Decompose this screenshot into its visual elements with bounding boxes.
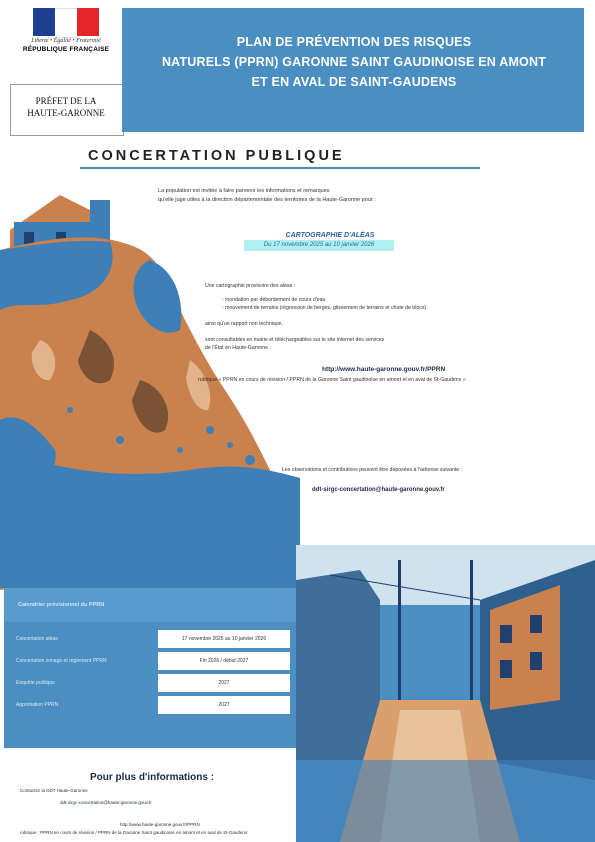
body-bullet-2: - mouvement de terrains (régression de berges, glissement de terrains et chute de blocs) xyxy=(222,305,427,311)
title-line-3: ET EN AVAL DE SAINT-GAUDENS xyxy=(251,75,457,89)
calendar-row-label: Concertation aléas xyxy=(16,636,58,642)
more-info-heading: Pour plus d'informations : xyxy=(90,772,215,783)
cartographie-title: CARTOGRAPHIE D'ALÉAS xyxy=(285,232,375,239)
footer-url[interactable]: http://www.haute-garonne.gouv.fr/PPRN xyxy=(120,822,200,827)
calendar-row-value: Fin 2026 / début 2027 xyxy=(158,652,290,670)
left-building xyxy=(296,570,380,760)
document-title xyxy=(132,32,576,92)
cartographie-dates-highlight xyxy=(244,240,394,251)
calendar-row-value: 17 novembre 2025 au 10 janvier 2026 xyxy=(158,630,290,648)
republic-motto: Liberté • Égalité • Fraternité xyxy=(31,38,101,44)
contact-intro: Les observations et contributions peuvent être déposées à l'adresse suivante : xyxy=(282,467,463,473)
calendar-row-label: Approbation PPRN xyxy=(16,702,59,708)
section-heading: CONCERTATION PUBLIQUE xyxy=(88,148,345,164)
title-line-1: PLAN DE PRÉVENTION DES RISQUES xyxy=(236,35,472,49)
body-rubrique: rubrique « PPRN en cours de révision / PPRN de la Garonne Saint gaudinoise en amont et en aval de St-Gaudens » xyxy=(198,377,466,383)
calendar-row-label: Enquête publique xyxy=(16,680,55,686)
intro-line-2: qu'elle juge utiles à la direction départementale des territoires de la Haute-Garonne pour : xyxy=(158,197,376,203)
footer-rubrique: rubrique : PPRN en cours de révision / PPRN de la Garonne Saint gaudinoise en amont et en aval de St-Gaudens xyxy=(20,830,248,835)
body-p1: Une cartographie provisoire des aléas : xyxy=(205,283,296,289)
pprn-link[interactable]: http://www.haute-garonne.gouv.fr/PPRN xyxy=(322,366,446,373)
section-rule xyxy=(80,167,480,169)
republic-label: RÉPUBLIQUE FRANÇAISE xyxy=(22,46,110,53)
intro-text xyxy=(158,187,488,205)
calendar-row-value: 2027 xyxy=(158,674,290,692)
body-p2: ainsi qu'un rapport non technique, xyxy=(205,321,283,327)
prefet-label: PRÉFET DE LA HAUTE-GARONNE xyxy=(27,96,105,118)
calendar-row-value: 2027 xyxy=(158,696,290,714)
lamp-post xyxy=(398,560,401,700)
footer-contact: Contactez la DDT Haute-Garonne xyxy=(20,788,88,793)
body-bullet-1: - inondation par débordement de cours d'eau xyxy=(222,297,326,303)
contact-email[interactable]: ddt-sirgc-concertation@haute-garonne.gouv.fr xyxy=(312,487,445,493)
cartographie-dates: Du 17 novembre 2025 au 10 janvier 2026 xyxy=(263,242,375,248)
intro-line-1: La population est invitée à faire parvenir les informations et remarques xyxy=(158,188,330,194)
calendar-title: Calendrier prévisionnel du PPRN xyxy=(18,602,105,608)
body-p4: de l'État en Haute-Garonne : xyxy=(205,345,271,351)
footer-email[interactable]: ddt-sirgc-concertation@haute-garonne.gouv.fr xyxy=(60,800,152,805)
body-p3: sont consultables en mairie et téléchargeables sur le site internet des services xyxy=(205,337,385,343)
title-line-2: NATURELS (PPRN) GARONNE SAINT GAUDINOISE EN AMONT xyxy=(161,55,547,69)
french-flag-logo xyxy=(33,8,99,36)
calendar-row-label: Concertation zonage et règlement PPRN xyxy=(16,658,107,664)
